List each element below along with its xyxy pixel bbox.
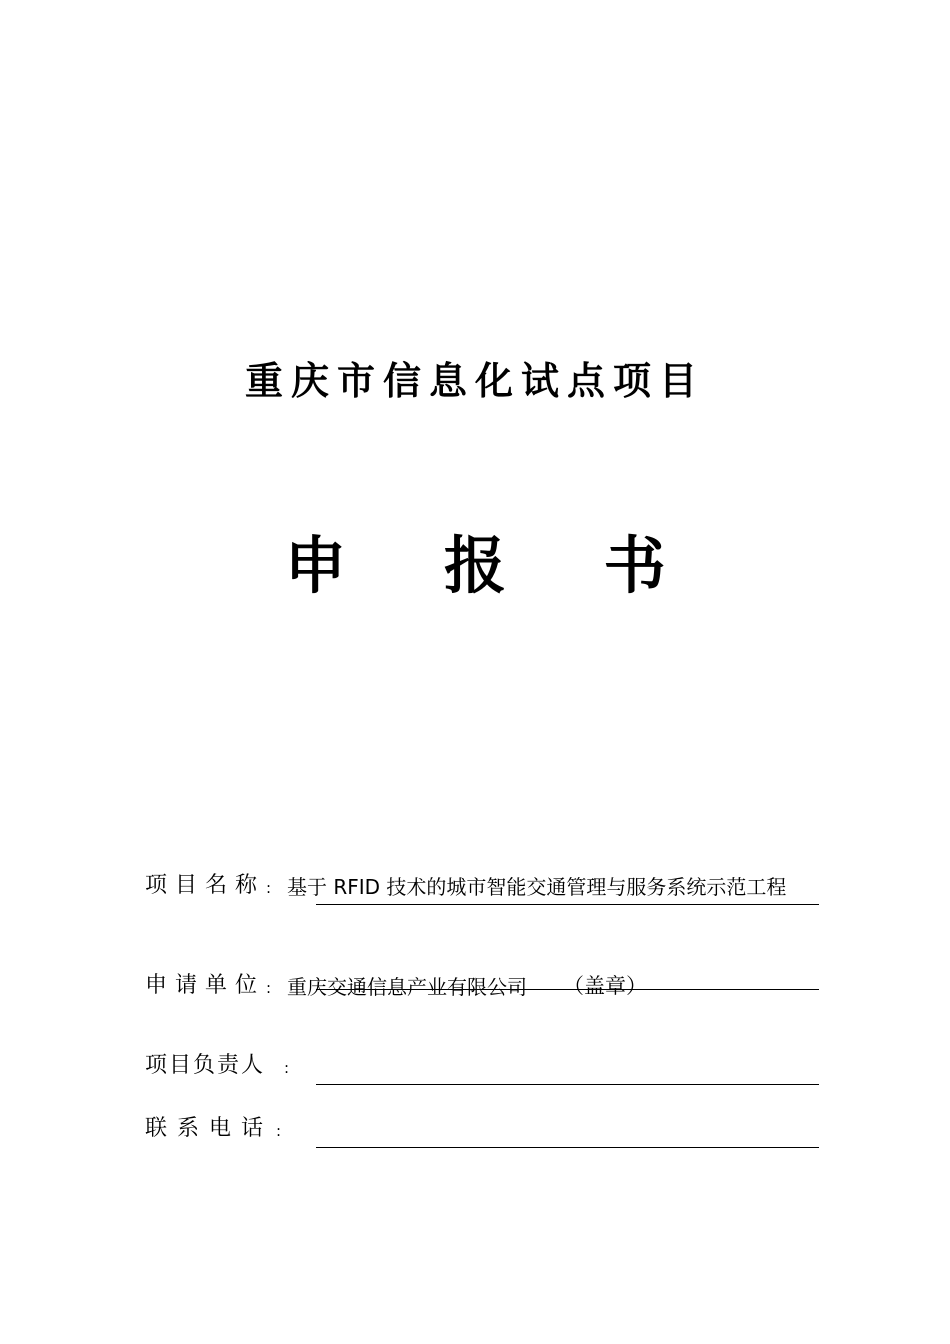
project-name-colon: : — [266, 879, 272, 897]
seal-note: （盖章） — [563, 974, 647, 998]
page-title: 重庆市信息化试点项目 — [244, 359, 705, 403]
applicant-value: 重庆交通信息产业有限公司 — [287, 975, 527, 999]
contact-phone-field — [145, 1113, 825, 1157]
project-leader-field — [145, 1050, 825, 1094]
contact-phone-underline — [316, 1147, 819, 1148]
project-name-value: 基于 RFID 技术的城市智能交通管理与服务系统示范工程 — [287, 872, 786, 902]
project-leader-colon: : — [284, 1059, 290, 1077]
project-leader-underline — [316, 1084, 819, 1085]
applicant-colon: : — [266, 979, 272, 997]
contact-phone-colon: : — [276, 1122, 282, 1140]
project-leader-label: 项目负责人 — [145, 1053, 266, 1078]
project-name-underline — [316, 904, 819, 905]
applicant-label: 申请单位 — [145, 973, 266, 998]
document-type-heading: 申 报 书 — [284, 529, 704, 602]
project-name-field — [145, 870, 825, 914]
project-name-label: 项目名称 — [145, 873, 266, 898]
contact-phone-label: 联系电话 — [145, 1116, 274, 1141]
applicant-field — [145, 970, 825, 1014]
